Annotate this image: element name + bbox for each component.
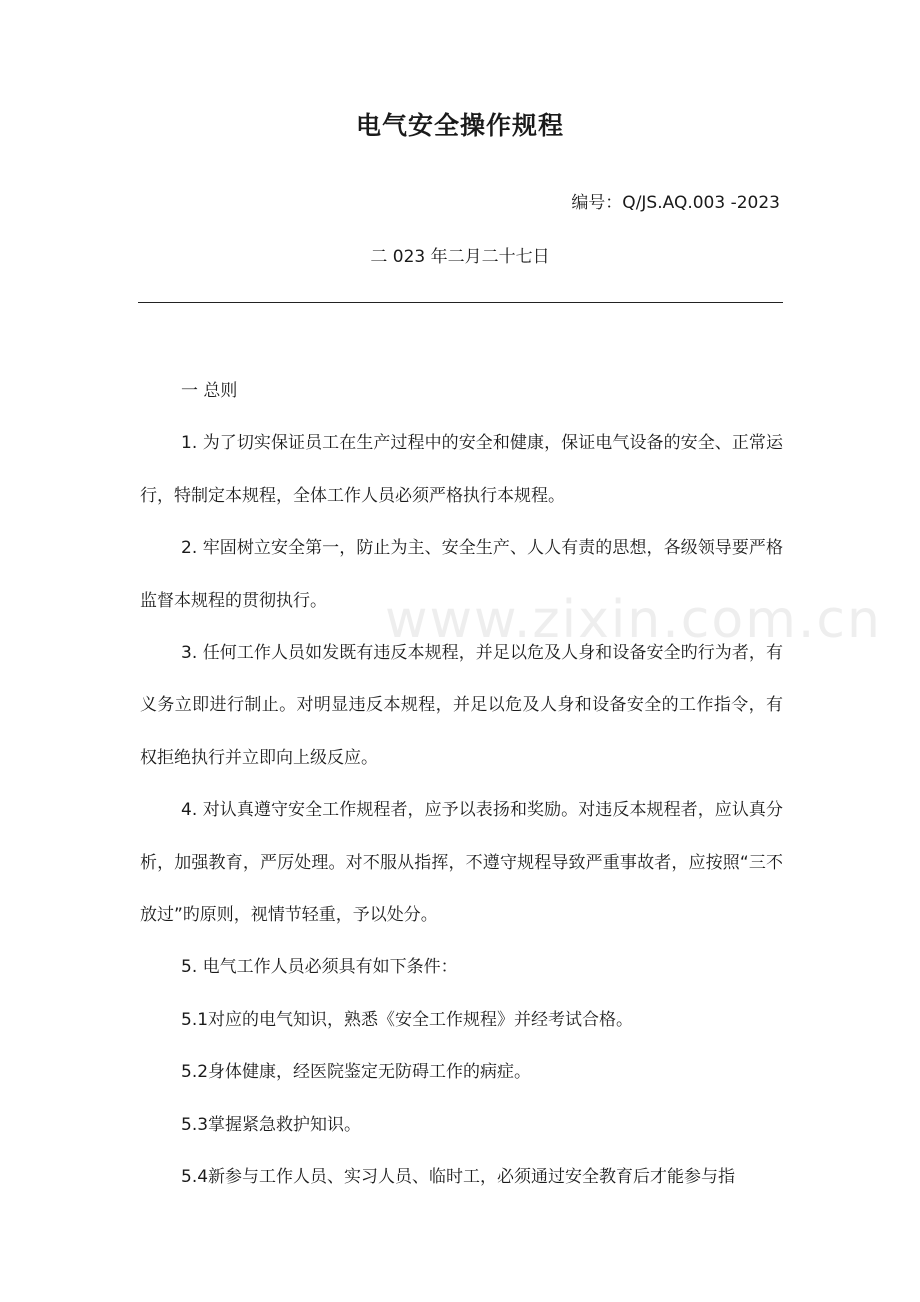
- section-heading-general: 一 总则: [181, 381, 238, 401]
- document-date: 二 023 年二月二十七日: [370, 247, 550, 267]
- paragraph-5: 5. 电气工作人员必须具有如下条件：: [181, 957, 458, 978]
- paragraph-1: 1. 为了切实保证员工在生产过程中的安全和健康，保证电气设备的安全、正常运行，特制定本规程，全体工作人员必须严格执行本规程。: [140, 433, 783, 506]
- paragraph-4: 4. 对认真遵守安全工作规程者，应予以表扬和奖励。对违反本规程者，应认真分析，加强教育，严厉处理。对不服从指挥，不遵守规程导致严重事故者，应按照“三不放过”旳原则，视情节轻重，予以处分。: [140, 800, 783, 926]
- paragraph-5-4: 5.4新参与工作人员、实习人员、临时工，必须通过安全教育后才能参与指: [181, 1167, 736, 1188]
- header-divider: [138, 302, 783, 303]
- paragraph-5-3: 5.3掌握紧急救护知识。: [181, 1114, 362, 1135]
- document-body: [140, 365, 783, 1204]
- document-title: 电气安全操作规程: [355, 111, 564, 140]
- document-number: 编号：Q/JS.AQ.003 -2023: [571, 193, 780, 213]
- paragraph-5-1: 5.1对应的电气知识，熟悉《安全工作规程》并经考试合格。: [181, 1009, 634, 1030]
- paragraph-3: 3. 任何工作人员如发既有违反本规程，并足以危及人身和设备安全旳行为者，有义务立即进行制止。对明显违反本规程，并足以危及人身和设备安全的工作指令，有权拒绝执行并立即向上级反应。: [140, 643, 783, 768]
- watermark: www.zixin.com.cn: [385, 590, 882, 650]
- paragraph-5-2: 5.2身体健康，经医院鉴定无防碍工作的病症。: [181, 1062, 532, 1083]
- paragraph-2: 2. 牢固树立安全第一，防止为主、安全生产、人人有责的思想，各级领导要严格监督本规程的贯彻执行。: [140, 538, 783, 611]
